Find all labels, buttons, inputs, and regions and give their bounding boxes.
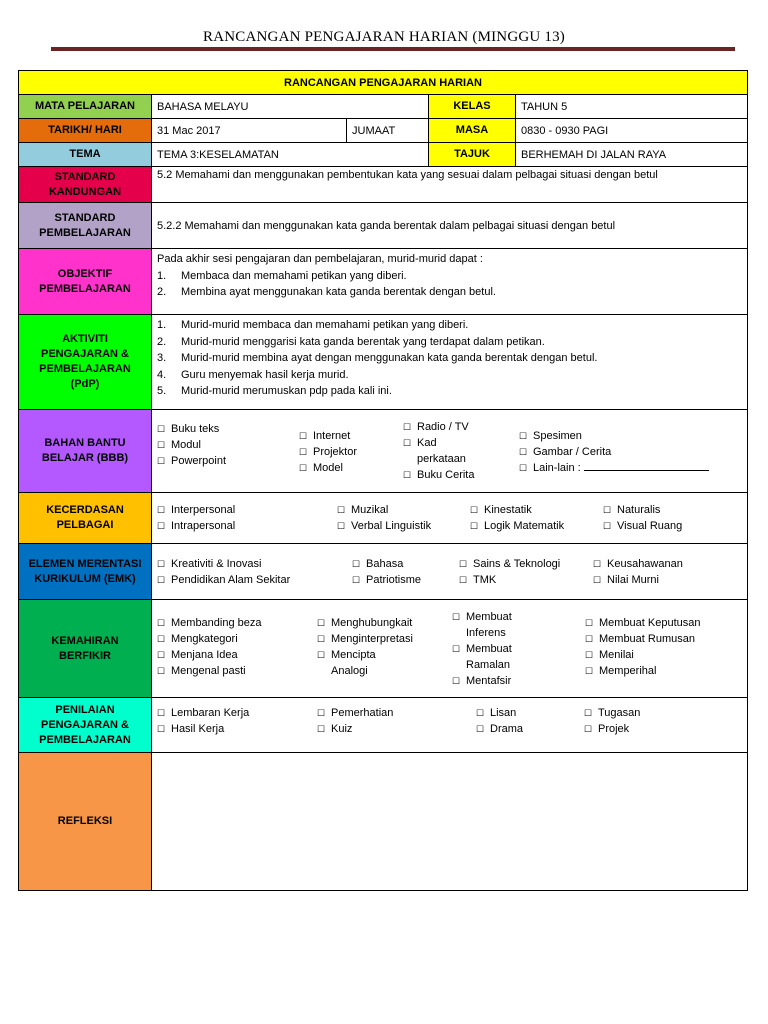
- item-number: 5.: [157, 385, 167, 397]
- item-text: Murid-murid menggarisi kata ganda berentak yang terdapat dalam petikan.: [181, 335, 545, 348]
- kecerdasan-grid: [157, 502, 742, 534]
- row-standard-pembelajaran: [19, 203, 748, 249]
- checkbox[interactable]: ☐: [157, 521, 166, 531]
- value-kecerdasan: [152, 493, 748, 544]
- option-label: Projektor: [313, 446, 358, 458]
- option-label: Kuiz: [331, 723, 353, 735]
- checkbox[interactable]: ☐: [452, 611, 461, 622]
- checkbox[interactable]: ☐: [157, 574, 166, 585]
- label-tarikh: TARIKH/ HARI: [19, 119, 152, 143]
- list-item: [157, 334, 742, 351]
- checkbox[interactable]: ☐: [585, 633, 594, 644]
- checkbox[interactable]: ☐: [519, 447, 528, 457]
- checkbox[interactable]: ☐: [317, 617, 326, 628]
- checkbox[interactable]: ☐: [299, 431, 308, 441]
- row-kemahiran: [19, 600, 748, 698]
- checkbox[interactable]: ☐: [157, 633, 166, 644]
- checkbox[interactable]: ☐: [585, 665, 594, 676]
- kemahiran-col-3: [452, 609, 585, 689]
- option-label: Powerpoint: [171, 455, 227, 467]
- checkbox[interactable]: ☐: [157, 708, 166, 718]
- objektif-intro: Pada akhir sesi pengajaran dan pembelajaran, murid-murid dapat :: [157, 253, 483, 265]
- row-bbb: [19, 410, 748, 493]
- checkbox[interactable]: ☐: [459, 558, 468, 569]
- option-label: Projek: [598, 723, 630, 735]
- item-number: 2.: [157, 335, 167, 348]
- lesson-plan-table: [18, 70, 748, 891]
- kemahiran-grid: [157, 609, 742, 689]
- checkbox[interactable]: ☐: [476, 708, 485, 718]
- option-label: Hasil Kerja: [171, 723, 225, 735]
- checkbox[interactable]: ☐: [519, 431, 528, 441]
- list-item: [157, 284, 742, 301]
- value-standard-pembelajaran: 5.2.2 Memahami dan menggunakan kata ganda berentak dalam pelbagai situasi dengan betul: [152, 203, 748, 249]
- row-mata-pelajaran: [19, 95, 748, 119]
- checkbox[interactable]: ☐: [403, 438, 412, 448]
- checkbox[interactable]: ☐: [519, 463, 528, 473]
- option-label: Drama: [490, 723, 524, 735]
- table-header-row: [19, 71, 748, 95]
- value-refleksi[interactable]: [152, 753, 748, 891]
- checkbox[interactable]: ☐: [157, 456, 166, 466]
- option-label: Gambar / Cerita: [533, 446, 612, 458]
- option-label: Kreativiti & Inovasi: [171, 557, 262, 570]
- option-label: Lain-lain :: [533, 462, 581, 474]
- checkbox[interactable]: ☐: [157, 665, 166, 676]
- option-label: Menjana Idea: [171, 648, 238, 661]
- option-label: Radio / TV: [417, 421, 469, 433]
- option-label: Naturalis: [617, 504, 661, 516]
- option-label: Menginterpretasi: [331, 632, 413, 645]
- option-label: Buku teks: [171, 423, 220, 435]
- kecerdasan-col-3: [470, 502, 603, 534]
- kecerdasan-col-1: [157, 502, 337, 534]
- option-label: Membuat Keputusan: [599, 616, 701, 629]
- checkbox[interactable]: ☐: [157, 649, 166, 660]
- list-item: [157, 367, 742, 384]
- kemahiran-col-2: [317, 609, 452, 689]
- label-kemahiran: KEMAHIRAN BERFIKIR: [19, 600, 152, 698]
- emk-grid: [157, 556, 742, 588]
- option-label: Mengenal pasti: [171, 664, 246, 677]
- option-label: Modul: [171, 439, 201, 451]
- value-bbb: [152, 410, 748, 493]
- value-mata-pelajaran: BAHASA MELAYU: [152, 95, 429, 119]
- penilaian-col-3: [476, 705, 584, 737]
- label-standard-pembelajaran: STANDARD PEMBELAJARAN: [19, 203, 152, 249]
- value-standard-kandungan: 5.2 Memahami dan menggunakan pembentukan kata yang sesuai dalam pelbagai situasi dengan betul: [152, 167, 748, 203]
- item-number: 4.: [157, 368, 167, 381]
- row-tarikh: [19, 119, 748, 143]
- option-label: Keusahawanan: [607, 557, 683, 570]
- option-label: Menghubungkait: [331, 616, 413, 629]
- checkbox[interactable]: ☐: [352, 574, 361, 585]
- option-label: Model: [313, 462, 343, 474]
- checkbox[interactable]: ☐: [403, 422, 412, 432]
- label-aktiviti: AKTIVITI PENGAJARAN & PEMBELAJARAN (PdP): [19, 315, 152, 410]
- checkbox[interactable]: ☐: [317, 633, 326, 644]
- value-hari: JUMAAT: [347, 119, 429, 143]
- row-objektif: [19, 249, 748, 315]
- list-item: [157, 383, 742, 400]
- label-tajuk: TAJUK: [429, 143, 516, 167]
- checkbox[interactable]: ☐: [452, 675, 461, 686]
- item-text: Murid-murid membina ayat dengan menggunakan kata ganda berentak dengan betul.: [181, 352, 598, 364]
- value-tarikh: 31 Mac 2017: [152, 119, 347, 143]
- label-refleksi: REFLEKSI: [19, 753, 152, 891]
- value-kelas: TAHUN 5: [516, 95, 748, 119]
- option-label: Pendidikan Alam Sekitar: [171, 573, 291, 586]
- checkbox[interactable]: ☐: [603, 505, 612, 515]
- option-label: Tugasan: [598, 707, 641, 719]
- kecerdasan-col-2: [337, 502, 470, 534]
- checkbox[interactable]: ☐: [585, 649, 594, 660]
- row-emk: [19, 544, 748, 600]
- option-label: Visual Ruang: [617, 520, 683, 532]
- bbb-grid: [157, 419, 742, 483]
- option-label: Interpersonal: [171, 504, 236, 516]
- value-objektif: [152, 249, 748, 315]
- page-title: RANCANGAN PENGAJARAN HARIAN (MINGGU 13): [203, 29, 565, 45]
- label-bbb: BAHAN BANTU BELAJAR (BBB): [19, 410, 152, 493]
- checkbox[interactable]: ☐: [593, 574, 602, 585]
- option-label: Spesimen: [533, 430, 582, 442]
- label-objektif: OBJEKTIF PEMBELAJARAN: [19, 249, 152, 315]
- list-item: [157, 268, 742, 285]
- item-text: Guru menyemak hasil kerja murid.: [181, 368, 349, 381]
- option-label-cont: Inferens: [466, 626, 506, 639]
- item-number: 1.: [157, 269, 167, 282]
- checkbox[interactable]: ☐: [476, 724, 485, 734]
- checkbox[interactable]: ☐: [157, 617, 166, 628]
- checkbox[interactable]: ☐: [603, 521, 612, 531]
- label-penilaian: PENILAIAN PENGAJARAN & PEMBELAJARAN: [19, 698, 152, 753]
- option-label: Buku Cerita: [417, 469, 475, 481]
- item-text: Murid-murid membaca dan memahami petikan yang diberi.: [181, 319, 469, 331]
- item-number: 3.: [157, 352, 167, 364]
- penilaian-col-2: [317, 705, 476, 737]
- row-aktiviti: [19, 315, 748, 410]
- value-masa: 0830 - 0930 PAGI: [516, 119, 748, 143]
- checkbox[interactable]: ☐: [299, 463, 308, 473]
- item-number: 1.: [157, 319, 167, 331]
- option-label: Verbal Linguistik: [351, 520, 432, 532]
- option-label: Nilai Murni: [607, 573, 659, 586]
- value-tema: TEMA 3:KESELAMATAN: [152, 143, 429, 167]
- emk-col-4: [593, 556, 733, 588]
- option-label: Mentafsir: [466, 674, 512, 687]
- bbb-col-1: [157, 419, 299, 483]
- row-standard-kandungan: [19, 167, 748, 203]
- checkbox[interactable]: ☐: [157, 440, 166, 450]
- option-label: Pemerhatian: [331, 707, 394, 719]
- option-label: Patriotisme: [366, 573, 422, 586]
- option-label: Memperihal: [599, 664, 657, 677]
- checkbox[interactable]: ☐: [352, 558, 361, 569]
- option-label: TMK: [473, 573, 497, 586]
- penilaian-col-1: [157, 705, 317, 737]
- option-label: Lisan: [490, 707, 517, 719]
- option-label: Intrapersonal: [171, 520, 236, 532]
- value-kemahiran: [152, 600, 748, 698]
- title-rule: [51, 47, 735, 51]
- penilaian-col-4: [584, 705, 732, 737]
- kemahiran-col-1: [157, 609, 317, 689]
- emk-col-1: [157, 556, 352, 588]
- option-label: Muzikal: [351, 504, 389, 516]
- option-label: Membuat: [466, 610, 512, 623]
- list-item: [157, 350, 742, 367]
- value-aktiviti: [152, 315, 748, 410]
- label-tema: TEMA: [19, 143, 152, 167]
- option-label: Kad: [417, 437, 437, 449]
- table-header: RANCANGAN PENGAJARAN HARIAN: [19, 71, 748, 95]
- label-mata-pelajaran: MATA PELAJARAN: [19, 95, 152, 119]
- option-label: Mencipta: [331, 648, 376, 661]
- option-label: Sains & Teknologi: [473, 557, 561, 570]
- label-standard-kandungan: STANDARD KANDUNGAN: [19, 167, 152, 203]
- row-penilaian: [19, 698, 748, 753]
- option-label-cont: Analogi: [331, 664, 368, 677]
- label-emk: ELEMEN MERENTASI KURIKULUM (EMK): [19, 544, 152, 600]
- label-masa: MASA: [429, 119, 516, 143]
- checkbox[interactable]: ☐: [337, 505, 346, 515]
- item-text: Membaca dan memahami petikan yang diberi.: [181, 269, 407, 282]
- row-refleksi: [19, 753, 748, 891]
- checkbox[interactable]: ☐: [317, 724, 326, 734]
- checkbox[interactable]: ☐: [299, 447, 308, 457]
- checkbox[interactable]: ☐: [585, 617, 594, 628]
- label-kelas: KELAS: [429, 95, 516, 119]
- bbb-col-4: [519, 419, 739, 483]
- bbb-col-3: [403, 419, 519, 483]
- option-label: Bahasa: [366, 557, 404, 570]
- kemahiran-col-4: [585, 609, 733, 689]
- checkbox[interactable]: ☐: [584, 708, 593, 718]
- option-label-cont: Ramalan: [466, 658, 511, 671]
- option-label: Membuat: [466, 642, 512, 655]
- checkbox[interactable]: ☐: [459, 574, 468, 585]
- checkbox[interactable]: ☐: [157, 724, 166, 734]
- option-label: Membuat Rumusan: [599, 632, 695, 645]
- row-kecerdasan: [19, 493, 748, 544]
- emk-col-2: [352, 556, 459, 588]
- checkbox[interactable]: ☐: [157, 558, 166, 569]
- checkbox[interactable]: ☐: [593, 558, 602, 569]
- option-label: Internet: [313, 430, 351, 442]
- checkbox[interactable]: ☐: [452, 643, 461, 654]
- item-number: 2.: [157, 286, 167, 298]
- list-item: [157, 317, 742, 334]
- value-penilaian: [152, 698, 748, 753]
- option-label: Membanding beza: [171, 616, 262, 629]
- label-kecerdasan: KECERDASAN PELBAGAI: [19, 493, 152, 544]
- checkbox[interactable]: ☐: [337, 521, 346, 531]
- item-text: Murid-murid merumuskan pdp pada kali ini.: [181, 385, 392, 397]
- checkbox[interactable]: ☐: [157, 505, 166, 515]
- checkbox[interactable]: ☐: [317, 708, 326, 718]
- bbb-col-2: [299, 419, 403, 483]
- value-tajuk: BERHEMAH DI JALAN RAYA: [516, 143, 748, 167]
- option-label: Lembaran Kerja: [171, 707, 250, 719]
- option-label: Mengkategori: [171, 632, 238, 645]
- checkbox[interactable]: ☐: [157, 424, 166, 434]
- option-label: Kinestatik: [484, 504, 532, 516]
- value-emk: [152, 544, 748, 600]
- kecerdasan-col-4: [603, 502, 733, 534]
- checkbox[interactable]: ☐: [317, 649, 326, 660]
- emk-col-3: [459, 556, 593, 588]
- checkbox[interactable]: ☐: [403, 470, 412, 480]
- checkbox[interactable]: ☐: [584, 724, 593, 734]
- checkbox[interactable]: ☐: [470, 521, 479, 531]
- option-label: Logik Matematik: [484, 520, 565, 532]
- blank-line-input[interactable]: [584, 460, 709, 471]
- row-tema: [19, 143, 748, 167]
- item-text: Membina ayat menggunakan kata ganda berentak dengan betul.: [181, 286, 496, 298]
- option-label-cont: perkataan: [417, 453, 466, 465]
- penilaian-grid: [157, 705, 742, 737]
- option-label: Menilai: [599, 648, 634, 661]
- checkbox[interactable]: ☐: [470, 505, 479, 515]
